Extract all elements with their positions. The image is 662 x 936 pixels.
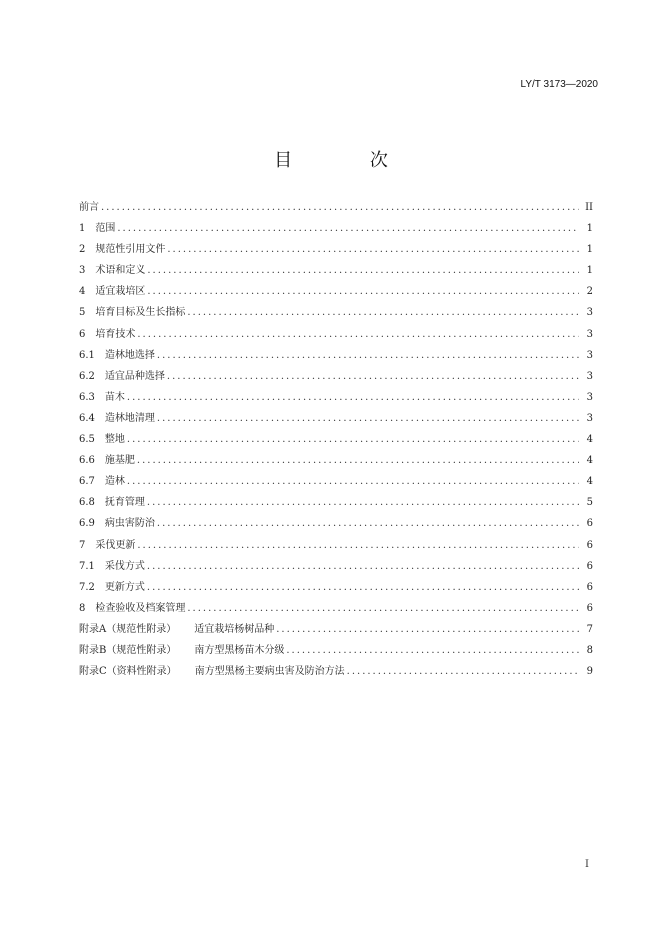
toc-entry-number: 6.7 <box>79 476 95 488</box>
toc-entry-number: 7 <box>79 539 86 551</box>
toc-entry-number: 附录B（规范性附录） <box>79 644 177 656</box>
toc-entry-number: 3 <box>79 265 86 277</box>
toc-entry-page: 1 <box>586 223 593 235</box>
toc-leader-dots <box>127 392 579 403</box>
toc-entry-title: 规范性引用文件 <box>95 244 166 256</box>
toc-leader-dots <box>167 371 579 382</box>
table-of-contents <box>79 198 593 683</box>
toc-entry-number: 6.9 <box>79 518 95 530</box>
toc-entry-number: 5 <box>79 307 86 319</box>
toc-leader-dots <box>147 582 579 593</box>
toc-entry[interactable] <box>79 599 593 620</box>
toc-entry-number: 6.6 <box>79 455 95 467</box>
toc-entry[interactable] <box>79 219 593 240</box>
toc-leader-dots <box>147 286 579 297</box>
toc-entry-page: 6 <box>586 560 593 572</box>
toc-entry-title: 检查验收及档案管理 <box>95 602 186 614</box>
toc-entry-title: 病虫害防治 <box>104 518 155 530</box>
toc-entry[interactable] <box>79 430 593 451</box>
toc-entry-page: 2 <box>586 286 593 298</box>
toc-entry[interactable] <box>79 198 593 219</box>
toc-entry-number: 7.2 <box>79 581 95 593</box>
toc-entry-number: 6.2 <box>79 370 95 382</box>
toc-entry-page: 3 <box>586 307 593 319</box>
toc-leader-dots <box>157 518 579 529</box>
toc-entry-title: 施基肥 <box>104 455 135 467</box>
toc-entry-page: 3 <box>586 391 593 403</box>
toc-entry-title: 南方型黑杨主要病虫害及防治方法 <box>194 666 345 678</box>
toc-entry-page: 3 <box>586 349 593 361</box>
toc-entry-number: 7.1 <box>79 560 95 572</box>
toc-entry-title: 前言 <box>79 202 99 213</box>
toc-entry-number: 4 <box>79 286 86 298</box>
toc-entry-page: II <box>585 202 593 213</box>
toc-entry[interactable] <box>79 536 593 557</box>
toc-leader-dots <box>276 624 579 635</box>
toc-entry-title: 培育目标及生长指标 <box>95 307 186 319</box>
toc-entry-title: 整地 <box>104 434 125 446</box>
toc-leader-dots <box>127 434 579 445</box>
toc-leader-dots <box>347 666 579 677</box>
toc-entry[interactable] <box>79 493 593 514</box>
toc-entry[interactable] <box>79 472 593 493</box>
toc-entry[interactable] <box>79 641 593 662</box>
toc-leader-dots <box>137 329 579 340</box>
toc-leader-dots <box>187 307 579 318</box>
toc-entry-page: 1 <box>586 265 593 277</box>
toc-entry-title: 更新方式 <box>104 581 145 593</box>
toc-entry-number: 1 <box>79 223 86 235</box>
toc-entry-title: 术语和定义 <box>95 265 146 277</box>
toc-entry-title: 适宜品种选择 <box>104 370 165 382</box>
toc-entry-number: 6.5 <box>79 434 95 446</box>
toc-entry-page: 7 <box>586 623 593 635</box>
toc-entry-title: 适宜栽培杨树品种 <box>194 623 275 635</box>
toc-entry-page: 6 <box>586 518 593 530</box>
toc-entry[interactable] <box>79 282 593 303</box>
toc-entry-number: 6.3 <box>79 391 95 403</box>
toc-entry-page: 3 <box>586 328 593 340</box>
toc-entry-page: 4 <box>586 434 593 446</box>
document-code: LY/T 3173—2020 <box>520 79 598 90</box>
toc-entry-page: 6 <box>586 539 593 551</box>
toc-entry[interactable] <box>79 451 593 472</box>
page-number: I <box>585 859 589 870</box>
toc-leader-dots <box>101 202 579 213</box>
toc-entry[interactable] <box>79 662 593 683</box>
toc-entry-page: 1 <box>586 244 593 256</box>
toc-entry-title: 范围 <box>95 223 116 235</box>
toc-entry[interactable] <box>79 557 593 578</box>
toc-leader-dots <box>157 350 579 361</box>
toc-leader-dots <box>286 645 579 656</box>
toc-leader-dots <box>137 455 579 466</box>
toc-entry[interactable] <box>79 240 593 261</box>
toc-entry-page: 5 <box>586 497 593 509</box>
toc-entry[interactable] <box>79 578 593 599</box>
toc-leader-dots <box>147 265 579 276</box>
toc-entry[interactable] <box>79 620 593 641</box>
toc-entry[interactable] <box>79 388 593 409</box>
toc-entry-title: 造林地清理 <box>104 412 155 424</box>
toc-entry-page: 4 <box>586 476 593 488</box>
toc-leader-dots <box>137 540 579 551</box>
toc-entry-title: 培育技术 <box>95 328 136 340</box>
toc-entry-page: 6 <box>586 602 593 614</box>
page-title: 目 次 <box>274 150 424 171</box>
toc-entry-page: 3 <box>586 370 593 382</box>
toc-entry-number: 6.4 <box>79 412 95 424</box>
toc-entry[interactable] <box>79 514 593 535</box>
toc-entry-title: 南方型黑杨苗木分级 <box>194 644 285 656</box>
toc-entry-title: 造林 <box>104 476 125 488</box>
toc-leader-dots <box>187 603 579 614</box>
toc-entry-title: 采伐方式 <box>104 560 145 572</box>
toc-entry-title: 采伐更新 <box>95 539 136 551</box>
toc-leader-dots <box>127 476 579 487</box>
toc-entry-title: 适宜栽培区 <box>95 286 146 298</box>
toc-entry-number: 附录C（资料性附录） <box>79 666 177 678</box>
toc-entry-page: 3 <box>586 412 593 424</box>
toc-entry-page: 8 <box>586 644 593 656</box>
toc-entry-number: 6 <box>79 328 86 340</box>
toc-entry[interactable] <box>79 346 593 367</box>
toc-leader-dots <box>147 561 579 572</box>
toc-entry[interactable] <box>79 409 593 430</box>
toc-entry[interactable] <box>79 325 593 346</box>
toc-entry-number: 附录A（规范性附录） <box>79 623 177 635</box>
toc-entry-title: 苗木 <box>104 391 125 403</box>
toc-entry-number: 2 <box>79 244 86 256</box>
toc-entry-page: 9 <box>586 666 593 678</box>
toc-entry[interactable] <box>79 303 593 324</box>
toc-leader-dots <box>167 244 579 255</box>
toc-leader-dots <box>117 223 579 234</box>
toc-entry-page: 4 <box>586 455 593 467</box>
toc-entry-title: 抚育管理 <box>104 497 145 509</box>
toc-entry-number: 6.1 <box>79 349 95 361</box>
toc-entry-page: 6 <box>586 581 593 593</box>
toc-leader-dots <box>157 413 579 424</box>
toc-leader-dots <box>147 497 579 508</box>
toc-entry[interactable] <box>79 367 593 388</box>
toc-entry-title: 造林地选择 <box>104 349 155 361</box>
toc-entry[interactable] <box>79 261 593 282</box>
toc-entry-number: 8 <box>79 602 86 614</box>
toc-entry-number: 6.8 <box>79 497 95 509</box>
